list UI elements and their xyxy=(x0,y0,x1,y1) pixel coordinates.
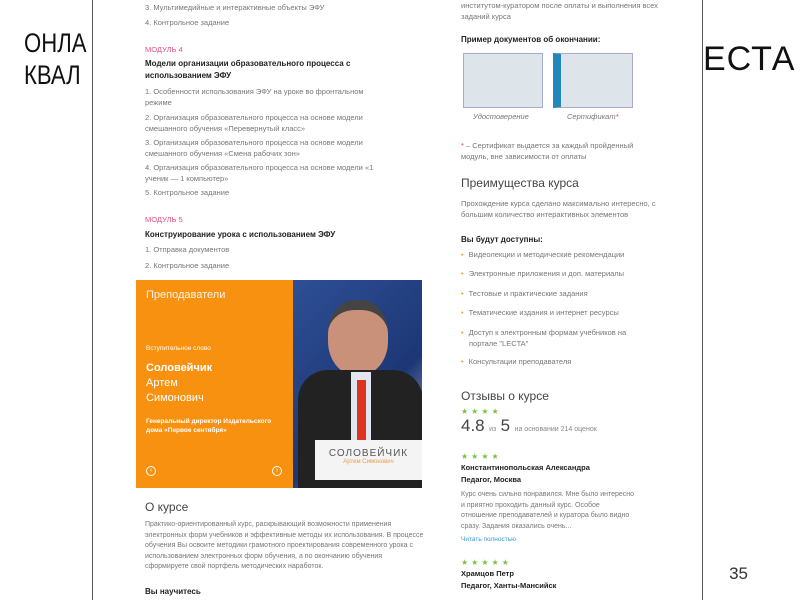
teacher-patronymic: Симонович xyxy=(146,392,204,404)
item-text: Видеолекции и методические рекомендации xyxy=(468,250,625,259)
list-item: • Тестовые и практические задания xyxy=(461,289,588,298)
reviewer-name: Константинопольская Александра xyxy=(461,463,590,472)
page-number: 35 xyxy=(729,564,748,583)
certificate-thumbnail-2[interactable] xyxy=(553,53,633,108)
review-text: Курс очень сильно понравился. Мне было интересно и приятно проходить данный курс. Особое отношение преподавателей и куратора было видно сразу. Задания оказались очень... xyxy=(461,491,635,530)
prev-button[interactable]: ‹ xyxy=(146,466,156,476)
doc-caption xyxy=(567,111,619,122)
doc-caption-text: Сертификат xyxy=(567,112,616,121)
available-heading: Вы будут доступны: xyxy=(461,235,543,244)
tie-shape xyxy=(357,380,366,440)
asterisk: * xyxy=(461,141,464,150)
face-shape xyxy=(328,300,388,375)
slide-title-line2: КВАЛ xyxy=(24,60,81,90)
teacher-photo xyxy=(293,280,422,488)
rating-max: 5 xyxy=(500,416,511,435)
advantages-text: Прохождение курса сделано максимально интересно, с большим количество интерактивных элементов xyxy=(461,199,656,219)
reviewer-role: Педагог, Москва xyxy=(461,475,522,484)
item-text: Доступ к электронным формам учебников на портале "LECTA" xyxy=(468,328,627,348)
intro-label: Вступительное слово xyxy=(146,345,211,352)
review-stars: ★★★★★ xyxy=(461,558,512,567)
website-screenshot xyxy=(92,0,703,600)
list-item: • Видеолекции и методические рекомендации xyxy=(461,250,625,259)
doc-caption: Удостоверение xyxy=(473,112,529,121)
list-item: 5. Контрольное задание xyxy=(145,188,230,197)
list-item: 4. Контрольное задание xyxy=(145,18,230,27)
read-more-link[interactable]: Читать полностью xyxy=(461,536,516,543)
certificate-thumbnail-1[interactable] xyxy=(463,53,543,108)
list-item: 1. Отправка документов xyxy=(145,245,230,254)
module-label: МОДУЛЬ 4 xyxy=(145,45,183,54)
slide-title-right: ЕСТА xyxy=(703,40,796,78)
list-item: • Электронные приложения и доп. материалы xyxy=(461,269,625,278)
certificate-note xyxy=(461,140,661,162)
item-text: Электронные приложения и доп. материалы xyxy=(468,269,625,278)
about-text: Практико-ориентированный курс, раскрывающий возможности применения электронных форм учебников и эффективные методы их использования. В процессе обучения Вы освоите методики грамотного проектирования современного урока с использованием электронных форм обучения, а по окончанию обучения сформируете свой портфель методических наработок. xyxy=(145,521,424,570)
plate-surname: СОЛОВЕЙЧИК xyxy=(328,448,409,459)
module-title: Модели организации образовательного процесса с использованием ЭФУ xyxy=(145,59,351,80)
teacher-name: Артем xyxy=(146,377,178,389)
module-title: Конструирование урока с использованием ЭФУ xyxy=(145,230,336,239)
teacher-info xyxy=(136,280,293,488)
teachers-heading: Преподаватели xyxy=(146,289,226,301)
rating-summary xyxy=(461,416,597,436)
list-item: 2. Организация образовательного процесса на основе модели смешанного обучения «Перевернутый класс» xyxy=(145,113,363,133)
list-item: • Тематические издания и интернет ресурсы xyxy=(461,308,619,317)
plate-name: Артем Симонович xyxy=(343,459,394,465)
list-item: 3. Мультимедийные и интерактивные объекты ЭФУ xyxy=(145,3,325,12)
advantages-heading: Преимущества курса xyxy=(461,176,579,190)
list-item: • Доступ к электронным формам учебников на портале "LECTA" xyxy=(461,328,627,348)
review-stars: ★★★★ xyxy=(461,452,502,461)
note-text: – Сертификат выдается за каждый пройденный модуль, вне зависимости от оплаты xyxy=(461,141,634,161)
list-item: 4. Организация образовательного процесса на основе модели «1 ученик — 1 компьютер» xyxy=(145,163,374,183)
module-label: МОДУЛЬ 5 xyxy=(145,215,183,224)
completion-text: институтом-куратором после оплаты и выполнения всех заданий курса xyxy=(461,1,658,21)
next-button[interactable]: › xyxy=(272,466,282,476)
reviewer-name: Храмцов Петр xyxy=(461,569,514,578)
teachers-banner xyxy=(136,280,422,488)
docs-heading: Пример документов об окончании: xyxy=(461,35,601,44)
teacher-position: Генеральный директор Издательского дома «Первое сентября» xyxy=(146,418,272,434)
item-text: Консультации преподавателя xyxy=(468,357,572,366)
reviewer-role: Педагог, Ханты-Мансийск xyxy=(461,581,557,590)
list-item: 3. Организация образовательного процесса на основе модели смешанного обучения «Смена рабочих зон» xyxy=(145,138,363,158)
learn-heading: Вы научитесь xyxy=(145,587,201,596)
asterisk: * xyxy=(615,112,619,121)
rating-value: 4.8 xyxy=(461,416,485,435)
teacher-surname: Соловейчик xyxy=(146,362,213,374)
list-item: • Консультации преподавателя xyxy=(461,357,572,366)
about-heading: О курсе xyxy=(145,500,189,514)
list-item: 2. Контрольное задание xyxy=(145,261,230,270)
item-text: Тематические издания и интернет ресурсы xyxy=(468,308,619,317)
list-item: 1. Особенности использования ЭФУ на уроке во фронтальном режиме xyxy=(145,87,364,107)
slide-title-line1: ОНЛА xyxy=(24,28,87,58)
reviews-heading: Отзывы о курсе xyxy=(461,389,549,403)
rating-stars: ★★★★ xyxy=(461,407,502,416)
name-plate xyxy=(315,440,422,480)
rating-of: из xyxy=(489,426,497,433)
rating-basis: на основании 214 оценок xyxy=(514,426,597,433)
item-text: Тестовые и практические задания xyxy=(468,289,588,298)
